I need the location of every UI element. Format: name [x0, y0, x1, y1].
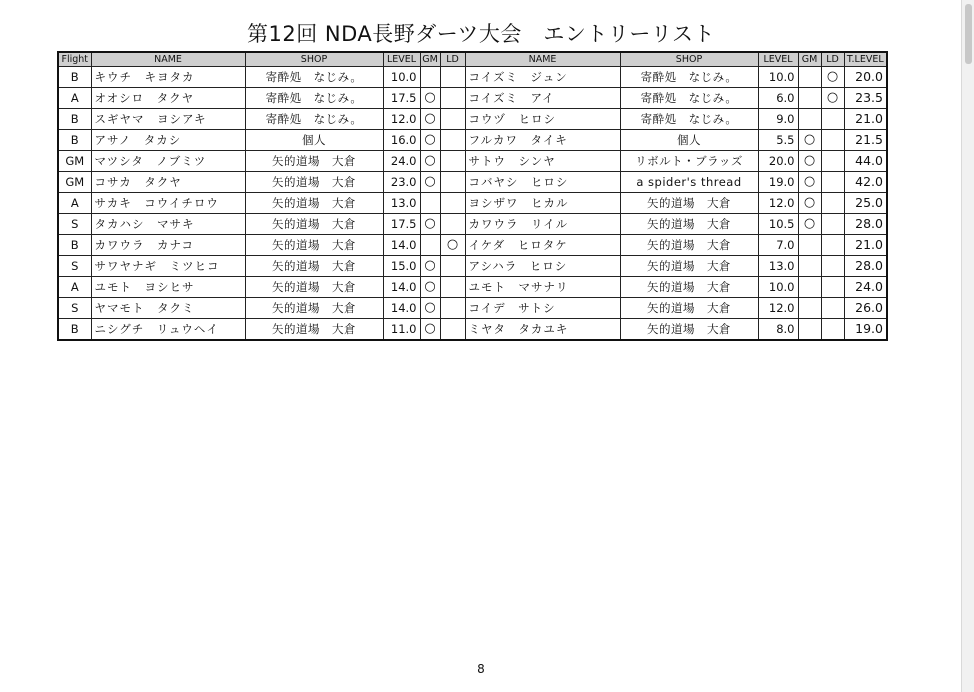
table-row: [58, 67, 887, 88]
level-cell-1: 14.0: [383, 235, 420, 256]
shop-cell-1: 矢的道場 大倉: [245, 319, 383, 341]
name-cell-1: タカハシ マサキ: [91, 214, 245, 235]
flight-cell: A: [58, 277, 91, 298]
header-shop-1: SHOP: [245, 52, 383, 67]
ld-mark-2: [821, 172, 844, 193]
gm-mark-1: ○: [420, 277, 440, 298]
table-row: [58, 319, 887, 341]
flight-cell: A: [58, 193, 91, 214]
gm-mark-1: ○: [420, 214, 440, 235]
name-cell-2: イケダ ヒロタケ: [465, 235, 620, 256]
ld-mark-1: ○: [440, 235, 465, 256]
flight-cell: S: [58, 256, 91, 277]
name-cell-2: ヨシザワ ヒカル: [465, 193, 620, 214]
ld-mark-2: [821, 277, 844, 298]
table-row: [58, 109, 887, 130]
level-cell-1: 17.5: [383, 88, 420, 109]
ld-mark-2: [821, 130, 844, 151]
name-cell-2: ミヤタ タカユキ: [465, 319, 620, 341]
total-level-cell: 21.0: [844, 109, 887, 130]
gm-mark-1: ○: [420, 109, 440, 130]
shop-cell-2: 矢的道場 大倉: [620, 277, 758, 298]
header-ld-2: LD: [821, 52, 844, 67]
name-cell-2: コバヤシ ヒロシ: [465, 172, 620, 193]
name-cell-2: サトウ シンヤ: [465, 151, 620, 172]
flight-cell: B: [58, 235, 91, 256]
shop-cell-1: 矢的道場 大倉: [245, 214, 383, 235]
shop-cell-2: 矢的道場 大倉: [620, 214, 758, 235]
scrollbar-thumb[interactable]: [965, 4, 972, 64]
page-title: 第12回 NDA長野ダーツ大会 エントリーリスト: [246, 22, 715, 46]
gm-mark-1: [420, 67, 440, 88]
name-cell-1: ニシグチ リュウヘイ: [91, 319, 245, 341]
level-cell-2: 13.0: [758, 256, 798, 277]
table-header-row: [58, 52, 887, 67]
name-cell-1: キウチ キヨタカ: [91, 67, 245, 88]
header-ld-1: LD: [440, 52, 465, 67]
name-cell-1: サワヤナギ ミツヒコ: [91, 256, 245, 277]
shop-cell-2: リボルト・ブラッズ: [620, 151, 758, 172]
shop-cell-1: 矢的道場 大倉: [245, 151, 383, 172]
ld-mark-1: [440, 319, 465, 341]
ld-mark-2: [821, 319, 844, 341]
page-number: 8: [477, 662, 485, 676]
ld-mark-1: [440, 193, 465, 214]
shop-cell-1: 矢的道場 大倉: [245, 193, 383, 214]
ld-mark-1: [440, 88, 465, 109]
gm-mark-2: ○: [798, 214, 821, 235]
name-cell-1: ユモト ヨシヒサ: [91, 277, 245, 298]
name-cell-2: コイズミ アイ: [465, 88, 620, 109]
name-cell-1: マツシタ ノブミツ: [91, 151, 245, 172]
total-level-cell: 21.5: [844, 130, 887, 151]
shop-cell-2: 矢的道場 大倉: [620, 319, 758, 341]
total-level-cell: 23.5: [844, 88, 887, 109]
gm-mark-1: ○: [420, 172, 440, 193]
name-cell-2: コウヅ ヒロシ: [465, 109, 620, 130]
shop-cell-1: 寄酔処 なじみ。: [245, 67, 383, 88]
gm-mark-1: [420, 235, 440, 256]
table-row: [58, 151, 887, 172]
flight-cell: S: [58, 214, 91, 235]
level-cell-2: 7.0: [758, 235, 798, 256]
gm-mark-2: ○: [798, 151, 821, 172]
table-row: [58, 277, 887, 298]
name-cell-1: カワウラ カナコ: [91, 235, 245, 256]
level-cell-2: 10.5: [758, 214, 798, 235]
gm-mark-2: [798, 235, 821, 256]
table-row: [58, 256, 887, 277]
ld-mark-2: [821, 214, 844, 235]
name-cell-2: フルカワ タイキ: [465, 130, 620, 151]
level-cell-1: 11.0: [383, 319, 420, 341]
header-level-1: LEVEL: [383, 52, 420, 67]
ld-mark-1: [440, 256, 465, 277]
gm-mark-2: ○: [798, 172, 821, 193]
flight-cell: S: [58, 298, 91, 319]
shop-cell-1: 矢的道場 大倉: [245, 277, 383, 298]
level-cell-2: 6.0: [758, 88, 798, 109]
ld-mark-1: [440, 298, 465, 319]
shop-cell-1: 矢的道場 大倉: [245, 298, 383, 319]
gm-mark-1: ○: [420, 88, 440, 109]
gm-mark-2: [798, 88, 821, 109]
level-cell-1: 12.0: [383, 109, 420, 130]
shop-cell-1: 矢的道場 大倉: [245, 235, 383, 256]
shop-cell-2: 寄酔処 なじみ。: [620, 109, 758, 130]
level-cell-1: 23.0: [383, 172, 420, 193]
header-level-2: LEVEL: [758, 52, 798, 67]
table-row: [58, 214, 887, 235]
gm-mark-1: ○: [420, 151, 440, 172]
ld-mark-1: [440, 130, 465, 151]
shop-cell-2: 矢的道場 大倉: [620, 193, 758, 214]
shop-cell-2: 矢的道場 大倉: [620, 235, 758, 256]
shop-cell-1: 寄酔処 なじみ。: [245, 109, 383, 130]
gm-mark-2: [798, 277, 821, 298]
gm-mark-1: ○: [420, 256, 440, 277]
level-cell-2: 5.5: [758, 130, 798, 151]
level-cell-2: 20.0: [758, 151, 798, 172]
total-level-cell: 25.0: [844, 193, 887, 214]
ld-mark-1: [440, 172, 465, 193]
ld-mark-1: [440, 214, 465, 235]
ld-mark-1: [440, 151, 465, 172]
name-cell-1: コサカ タクヤ: [91, 172, 245, 193]
level-cell-1: 13.0: [383, 193, 420, 214]
flight-cell: B: [58, 130, 91, 151]
ld-mark-2: [821, 151, 844, 172]
gm-mark-2: [798, 109, 821, 130]
ld-mark-1: [440, 109, 465, 130]
gm-mark-2: [798, 319, 821, 341]
name-cell-1: サカキ コウイチロウ: [91, 193, 245, 214]
shop-cell-2: 矢的道場 大倉: [620, 256, 758, 277]
table-row: [58, 193, 887, 214]
shop-cell-2: 個人: [620, 130, 758, 151]
level-cell-1: 15.0: [383, 256, 420, 277]
level-cell-1: 14.0: [383, 298, 420, 319]
name-cell-1: アサノ タカシ: [91, 130, 245, 151]
ld-mark-2: [821, 256, 844, 277]
flight-cell: GM: [58, 172, 91, 193]
flight-cell: B: [58, 319, 91, 341]
flight-cell: B: [58, 67, 91, 88]
shop-cell-1: 寄酔処 なじみ。: [245, 88, 383, 109]
gm-mark-1: ○: [420, 319, 440, 341]
total-level-cell: 20.0: [844, 67, 887, 88]
total-level-cell: 28.0: [844, 214, 887, 235]
level-cell-2: 12.0: [758, 193, 798, 214]
header-shop-2: SHOP: [620, 52, 758, 67]
gm-mark-2: ○: [798, 193, 821, 214]
name-cell-2: カワウラ リイル: [465, 214, 620, 235]
table-row: [58, 235, 887, 256]
name-cell-2: ユモト マサナリ: [465, 277, 620, 298]
shop-cell-2: 寄酔処 なじみ。: [620, 67, 758, 88]
ld-mark-2: [821, 235, 844, 256]
flight-cell: GM: [58, 151, 91, 172]
total-level-cell: 19.0: [844, 319, 887, 341]
total-level-cell: 24.0: [844, 277, 887, 298]
level-cell-1: 14.0: [383, 277, 420, 298]
level-cell-2: 10.0: [758, 277, 798, 298]
gm-mark-1: [420, 193, 440, 214]
table-row: [58, 298, 887, 319]
level-cell-1: 16.0: [383, 130, 420, 151]
shop-cell-2: a spider's thread: [620, 172, 758, 193]
entry-table: [57, 51, 888, 341]
ld-mark-2: ○: [821, 88, 844, 109]
name-cell-2: コイズミ ジュン: [465, 67, 620, 88]
shop-cell-2: 矢的道場 大倉: [620, 298, 758, 319]
header-name-2: NAME: [465, 52, 620, 67]
ld-mark-2: ○: [821, 67, 844, 88]
table-row: [58, 172, 887, 193]
gm-mark-2: [798, 67, 821, 88]
flight-cell: B: [58, 109, 91, 130]
total-level-cell: 26.0: [844, 298, 887, 319]
level-cell-2: 10.0: [758, 67, 798, 88]
shop-cell-2: 寄酔処 なじみ。: [620, 88, 758, 109]
header-flight: Flight: [58, 52, 91, 67]
gm-mark-1: ○: [420, 298, 440, 319]
ld-mark-1: [440, 67, 465, 88]
header-name-1: NAME: [91, 52, 245, 67]
ld-mark-1: [440, 277, 465, 298]
name-cell-2: アシハラ ヒロシ: [465, 256, 620, 277]
total-level-cell: 21.0: [844, 235, 887, 256]
header-gm-2: GM: [798, 52, 821, 67]
gm-mark-2: [798, 256, 821, 277]
table-row: [58, 88, 887, 109]
name-cell-2: コイデ サトシ: [465, 298, 620, 319]
total-level-cell: 44.0: [844, 151, 887, 172]
total-level-cell: 42.0: [844, 172, 887, 193]
ld-mark-2: [821, 298, 844, 319]
level-cell-2: 19.0: [758, 172, 798, 193]
ld-mark-2: [821, 109, 844, 130]
flight-cell: A: [58, 88, 91, 109]
name-cell-1: スギヤマ ヨシアキ: [91, 109, 245, 130]
header-total-level: T.LEVEL: [844, 52, 887, 67]
name-cell-1: オオシロ タクヤ: [91, 88, 245, 109]
gm-mark-2: [798, 298, 821, 319]
shop-cell-1: 矢的道場 大倉: [245, 172, 383, 193]
level-cell-1: 17.5: [383, 214, 420, 235]
level-cell-1: 24.0: [383, 151, 420, 172]
level-cell-2: 9.0: [758, 109, 798, 130]
name-cell-1: ヤマモト タクミ: [91, 298, 245, 319]
table-row: [58, 130, 887, 151]
level-cell-1: 10.0: [383, 67, 420, 88]
shop-cell-1: 個人: [245, 130, 383, 151]
shop-cell-1: 矢的道場 大倉: [245, 256, 383, 277]
level-cell-2: 8.0: [758, 319, 798, 341]
total-level-cell: 28.0: [844, 256, 887, 277]
gm-mark-2: ○: [798, 130, 821, 151]
gm-mark-1: ○: [420, 130, 440, 151]
vertical-scrollbar[interactable]: [961, 0, 974, 692]
level-cell-2: 12.0: [758, 298, 798, 319]
ld-mark-2: [821, 193, 844, 214]
header-gm-1: GM: [420, 52, 440, 67]
